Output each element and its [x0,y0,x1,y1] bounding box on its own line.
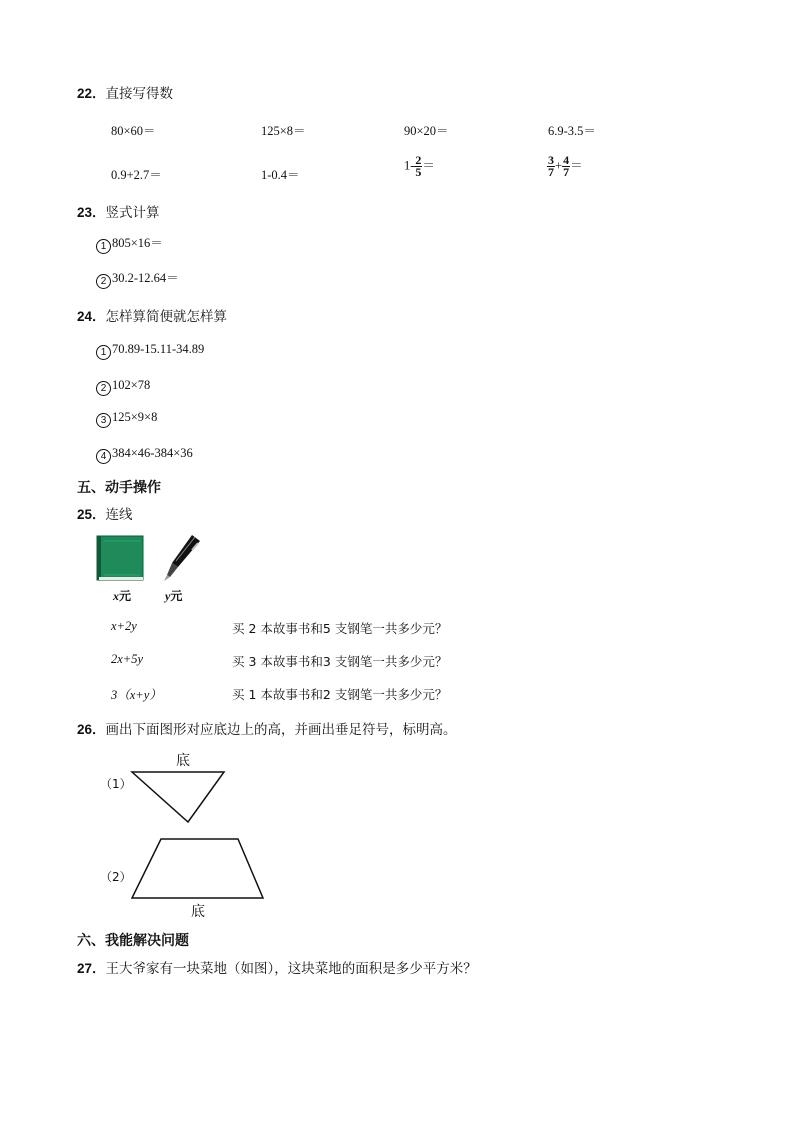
q24-item-2 [96,378,150,396]
q25-desc-2[interactable]: 买 3 本故事书和3 支钢笔一共多少元？ [232,654,448,669]
q24-item-3-text: 125×9×8 [112,410,158,424]
q22-item-4: 6.9-3.5＝ [548,124,596,138]
circled-number-2: 2 [96,381,111,396]
fraction-four-sevenths [562,155,570,178]
fountain-pen-icon [162,533,204,583]
figure-1-label: （1） [100,777,132,791]
q24-item-1-text: 70.89-15.11-34.89 [112,342,205,356]
q27-heading [77,957,477,977]
q23-item-1 [96,233,163,254]
q24-item-3 [96,410,157,428]
frac1-denominator: 5 [415,165,422,179]
q24-title: 怎样算简便就怎样算 [105,309,228,325]
circled-number-2: 2 [96,274,111,289]
q24-number: 24． [77,309,106,324]
q25-number: 25． [77,507,106,522]
q24-item-1 [96,342,204,360]
q22-item-8 [547,155,583,178]
q25-expr-3[interactable]: 3（x+y） [111,688,162,702]
triangle-base-label: 底 [176,753,190,769]
q22-item-5: 0.9+2.7＝ [111,168,162,182]
q23-number: 23． [77,205,106,220]
pen-price-label [165,587,182,604]
q22-item-3: 90×20＝ [404,124,449,138]
trapezoid-figure[interactable] [128,836,266,902]
q26-title: 画出下面图形对应底边上的高，并画出垂足符号，标明高。 [105,722,457,738]
q25-desc-1[interactable]: 买 2 本故事书和5 支钢笔一共多少元？ [232,621,448,636]
q25-desc-3[interactable]: 买 1 本故事书和2 支钢笔一共多少元？ [232,687,448,702]
circled-number-1: 1 [96,345,111,360]
q26-heading [77,718,457,738]
q22-item-7 [404,155,435,178]
frac1-whole: 1- [404,158,415,173]
frac2-denominator-1: 7 [548,165,554,179]
q23-item-1-text: 805×16＝ [112,236,163,250]
q25-expr-2[interactable]: 2x+5y [111,652,144,666]
section-5-heading: 五、动手操作 [77,480,161,496]
figure-2-label: （2） [100,870,132,884]
q24-item-2-text: 102×78 [112,378,151,392]
q22-title: 直接写得数 [105,86,174,102]
pen-price-label-variable: y [165,589,171,603]
pen-price-label-unit: 元 [170,589,183,603]
frac2-numerator-1: 3 [548,153,554,167]
q22-item-6: 1-0.4＝ [261,168,300,182]
q27-title: 王大爷家有一块菜地（如图），这块菜地的面积是多少平方米？ [105,961,477,977]
frac2-denominator-2: 7 [563,165,570,179]
frac2-numerator-2: 4 [563,153,570,167]
q23-item-2 [96,268,179,289]
book-price-label-variable: x [113,589,119,603]
q22-heading [77,82,173,102]
frac2-plus: + [555,158,563,173]
circled-number-3: 3 [96,413,111,428]
q24-heading [77,305,227,325]
q25-title: 连线 [105,507,133,523]
q27-number: 27． [77,961,106,976]
trapezoid-base-label: 底 [191,904,205,920]
frac1-numerator: 2 [415,153,422,167]
q25-heading [77,503,133,523]
q23-heading [77,201,160,221]
section-6-heading: 六、我能解决问题 [77,933,189,949]
book-icon [96,535,146,581]
circled-number-1: 1 [96,239,111,254]
book-price-label [113,587,131,604]
q22-item-1: 80×60＝ [111,124,156,138]
inverted-triangle-figure[interactable] [128,770,228,826]
frac1-equals: ＝ [422,158,435,173]
q23-item-2-text: 30.2-12.64＝ [112,271,179,285]
q22-number: 22． [77,86,106,101]
fraction-three-sevenths [547,155,555,178]
book-price-label-unit: 元 [119,589,132,603]
q23-title: 竖式计算 [105,205,160,221]
circled-number-4: 4 [96,449,111,464]
q25-expr-1[interactable]: x+2y [111,619,137,633]
q24-item-4 [96,446,193,464]
frac2-equals: ＝ [570,158,583,173]
q26-number: 26． [77,722,106,737]
q22-item-2: 125×8＝ [261,124,306,138]
q24-item-4-text: 384×46-384×36 [112,446,193,460]
